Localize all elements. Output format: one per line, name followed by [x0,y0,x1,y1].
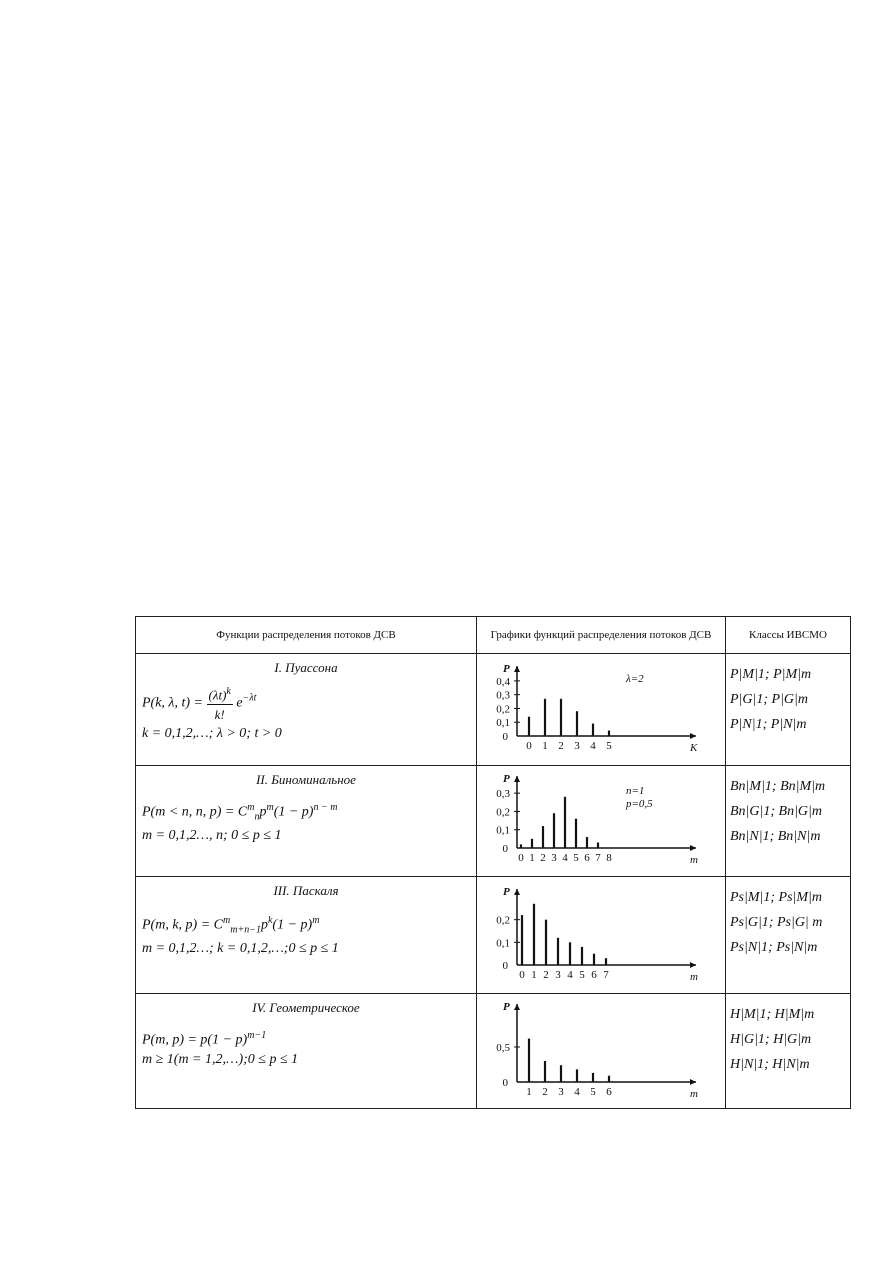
y-axis-arrow [514,889,520,895]
y-tick-label: 0,3 [496,689,510,702]
header-graphs: Графики функций распределения потоков ДСВ [477,617,726,654]
formula-part: (1 − p) [272,917,313,933]
classes-cell-poisson [726,654,851,766]
superscript: m−1 [247,1030,267,1041]
x-tick-label: 5 [590,1086,596,1098]
x-axis-label: m [690,854,698,866]
formula-part: P(m, k, p) = C [142,917,223,933]
chart-geometric [477,994,726,1103]
y-tick-label: 0,1 [496,824,510,837]
class-item: Bn|M|1; Bn|M|m [730,779,826,794]
x-tick-label: 2 [540,852,546,864]
y-zero-label: 0 [502,731,508,743]
formula-cell-binomial [136,766,477,877]
formula [136,1026,476,1050]
y-tick-label: 0,1 [496,717,510,730]
graph-cell-poisson [477,654,726,766]
x-tick-label: 1 [529,852,535,864]
class-item: H|G|1; H|G|m [730,1032,812,1047]
x-tick-label: 6 [584,852,590,864]
section-title: III. Паскаля [273,883,339,898]
class-item: P|G|1; P|G|m [730,692,808,707]
chart-pascal [477,877,726,988]
chart-poisson [477,654,726,760]
y-tick-label: 0,5 [496,1042,510,1054]
header-functions: Функции распределения потоков ДСВ [136,617,477,654]
x-tick-label: 3 [574,740,580,752]
y-zero-label: 0 [502,960,508,972]
graph-cell-geometric [477,994,726,1109]
class-item: P|N|1; P|N|m [730,717,807,732]
condition: k = 0,1,2,…; λ > 0; t > 0 [142,726,282,742]
chart-binomial [477,766,726,871]
y-tick-label: 0,3 [496,788,510,801]
graph-cell-pascal [477,877,726,994]
subscript: m+n−1 [230,924,261,936]
classes-list [726,654,850,737]
table-row-poisson [136,654,851,766]
section-title: I. Пуассона [274,660,338,675]
x-tick-label: 1 [531,969,537,981]
x-tick-label: 4 [590,740,596,752]
x-tick-label: 5 [606,740,612,752]
formula-cell-pascal [136,877,477,994]
y-axis-arrow [514,1004,520,1010]
classes-cell-geometric [726,994,851,1109]
x-tick-label: 4 [574,1086,580,1098]
y-axis-arrow [514,776,520,782]
x-tick-label: 2 [558,740,564,752]
fraction [207,682,233,724]
class-item: H|M|1; H|M|m [730,1007,815,1022]
x-tick-label: 1 [542,740,548,752]
formula-part: p [259,804,267,820]
y-tick-label: 0,2 [496,914,510,927]
x-tick-label: 4 [562,852,568,864]
superscript: m [247,802,255,813]
fraction-numerator: (λt) [208,687,227,703]
table-row-geometric [136,994,851,1109]
class-item: Ps|M|1; Ps|M|m [730,890,822,905]
formula-lhs: P(k, λ, t) = [142,695,207,711]
x-axis-label: m [690,971,698,983]
section-title: II. Биноминальное [256,772,356,787]
y-tick-label: 0,2 [496,806,510,819]
class-item: Ps|N|1; Ps|N|m [730,940,818,955]
superscript: n − m [313,802,338,813]
formula-part: P(m < n, n, p) = C [142,804,248,820]
classes-list [726,766,850,849]
header-classes: Классы ИВСМО [726,617,851,654]
x-tick-label: 2 [543,969,549,981]
table-row-pascal [136,877,851,994]
classes-list [726,994,850,1077]
x-tick-label: 0 [518,852,524,864]
x-tick-label: 7 [603,969,609,981]
formula-tail: e [232,695,243,711]
y-axis-label: P [503,886,510,898]
x-tick-label: 6 [591,969,597,981]
formula-part: p [260,917,268,933]
condition: m = 0,1,2…; k = 0,1,2,…;0 ≤ p ≤ 1 [142,941,339,957]
x-tick-label: 3 [555,969,561,981]
condition: m ≥ 1(m = 1,2,…);0 ≤ p ≤ 1 [142,1051,299,1067]
classes-list [726,877,850,960]
fraction-denominator: k! [214,707,225,723]
y-axis-label: P [503,663,510,675]
x-tick-label: 2 [542,1086,548,1098]
class-item: H|N|1; H|N|m [730,1057,810,1072]
formula-cell-poisson [136,654,477,766]
x-tick-label: 0 [526,740,532,752]
x-tick-label: 0 [519,969,525,981]
x-tick-label: 7 [595,852,601,864]
y-zero-label: 0 [502,843,508,855]
distribution-table [135,616,851,1109]
y-tick-label: 0,2 [496,703,510,716]
annotation: n=1 [626,785,645,797]
class-item: Ps|G|1; Ps|G| m [730,915,823,930]
class-item: Bn|G|1; Bn|G|m [730,804,822,819]
exponent: −λt [242,692,257,704]
formula [136,682,476,724]
x-tick-label: 6 [606,1086,612,1098]
x-axis-arrow [690,845,696,851]
class-item: P|M|1; P|M|m [730,667,812,682]
class-item: Bn|N|1; Bn|N|m [730,829,821,844]
classes-cell-pascal [726,877,851,994]
annotation-secondary: p=0,5 [626,798,653,810]
superscript: m [266,802,274,813]
formula [136,911,476,939]
x-tick-label: 5 [579,969,585,981]
x-axis-label: m [690,1088,698,1100]
classes-cell-binomial [726,766,851,877]
subscript: n [254,811,260,823]
x-tick-label: 8 [606,852,612,864]
annotation: λ=2 [626,673,644,685]
x-tick-label: 3 [558,1086,564,1098]
superscript: m [312,915,320,926]
formula-part: (1 − p) [273,804,314,820]
table-header-row [136,617,851,654]
y-tick-label: 0,1 [496,937,510,950]
y-axis-label: P [503,773,510,785]
table-row-binomial [136,766,851,877]
x-axis-arrow [690,962,696,968]
x-axis-arrow [690,733,696,739]
y-axis-label: P [503,1001,510,1013]
condition: m = 0,1,2…, n; 0 ≤ p ≤ 1 [142,828,282,844]
formula-cell-geometric [136,994,477,1109]
graph-cell-binomial [477,766,726,877]
formula [136,798,476,826]
numerator-exponent: k [226,686,231,697]
x-tick-label: 3 [551,852,557,864]
x-axis-label: K [690,742,698,754]
x-axis-arrow [690,1079,696,1085]
superscript: k [267,915,273,926]
x-tick-label: 5 [573,852,579,864]
y-axis-arrow [514,666,520,672]
y-tick-label: 0,4 [496,675,510,688]
y-zero-label: 0 [502,1077,508,1089]
formula-part: P(m, p) = p(1 − p) [142,1032,248,1048]
superscript: m [223,915,231,926]
x-tick-label: 4 [567,969,573,981]
section-title: IV. Геометрическое [252,1000,360,1015]
x-tick-label: 1 [526,1086,532,1098]
